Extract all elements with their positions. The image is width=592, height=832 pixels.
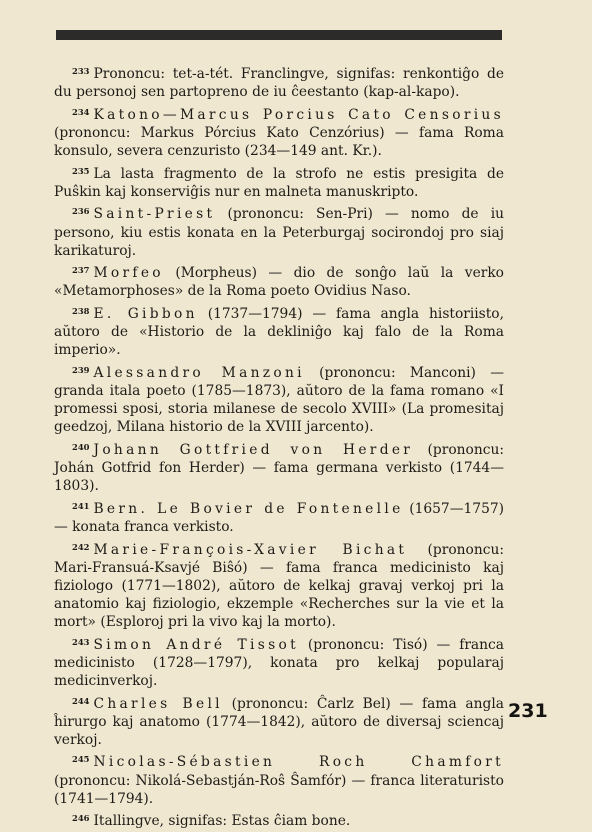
- footnote-text: Itallingve, signifas: Estas ĉiam bone.: [93, 813, 351, 830]
- footnote-number: 243: [72, 636, 90, 647]
- footnote-number: 240: [72, 441, 90, 452]
- footnote-240: [54, 438, 504, 495]
- footnote-243: [54, 633, 504, 690]
- footnote-name: Saint-Priest: [93, 206, 216, 223]
- footnote-236: [54, 202, 504, 259]
- footnote-text: La lasta fragmento de la strofo ne estis presigita de Puŝkin kaj konserviĝis nur en malneta manuskripto.: [54, 165, 504, 200]
- footnote-number: 242: [72, 541, 90, 552]
- footnote-text: (prononcu: Ĉarlz Bel) — fama angla ĥirurgo kaj anatomo (1774—1842), aŭtoro de diversaj sciencaj verkoj.: [54, 695, 504, 748]
- footnote-246: [54, 809, 504, 830]
- footnote-text: (1657—1757) — konata franca verkisto.: [54, 500, 505, 535]
- footnote-name: Nicolas-Sébastien Roch Chamfort: [93, 754, 504, 771]
- footnote-text: (prononcu: Mari-Fransuá-Ksavjé Biŝó) — fama franca medicinisto kaj fiziologo (1771—1802), aŭtoro de kelkaj gravaj verkoj pri la anatomio kaj fiziologio, ekzemple «Recherches sur la vie et la mort» (Esploroj pri la vivo kaj la morto).: [54, 541, 504, 630]
- footnote-name: Marie-François-Xavier Bichat: [93, 541, 408, 558]
- footnote-number: 236: [72, 206, 90, 217]
- footnote-number: 244: [72, 695, 90, 706]
- footnote-text: (prononcu: Tisó) — franca medicinisto (1728—1797), konata pro kelkaj popularaj medicinverkoj.: [54, 636, 504, 689]
- top-rule: [56, 30, 502, 40]
- footnote-238: [54, 302, 504, 359]
- footnote-number: 233: [72, 66, 90, 76]
- footnote-text: (prononcu: Sen-Pri) — nomo de iu persono, kiu estis konata en la Peterburgaj socirondoj pro siaj karikaturoj.: [54, 206, 504, 259]
- footnote-number: 245: [72, 754, 90, 765]
- footnote-number: 235: [72, 165, 90, 176]
- footnote-234: [54, 103, 504, 160]
- footnote-name: Morfeo: [93, 265, 164, 282]
- footnote-233: [54, 62, 504, 101]
- footnote-235: [54, 162, 504, 201]
- footnote-number: 234: [72, 106, 90, 117]
- footnote-244: [54, 692, 504, 749]
- footnote-text: (prononcu: Markus Pórcius Kato Cenzórius) — fama Roma konsulo, severa cenzuristo (234—149 ant. Kr.).: [54, 124, 504, 159]
- footnote-number: 246: [72, 813, 90, 824]
- footnote-number: 238: [72, 306, 90, 317]
- footnote-name: Charles Bell: [93, 695, 223, 712]
- footnote-237: [54, 261, 504, 300]
- footnote-239: [54, 361, 504, 436]
- footnote-text: (1737—1794) — fama angla historiisto, aŭtoro de «Historio de la dekliniĝo kaj falo de la Roma imperio».: [54, 306, 504, 359]
- footnote-text: (Morpheus) — dio de sonĝo laŭ la verko «Metamorphoses» de la Roma poeto Ovidius Naso.: [54, 265, 504, 300]
- footnote-number: 241: [72, 500, 90, 511]
- footnote-text: Prononcu: tet-a-tét. Franclingve, signifas: renkontiĝo de du personoj sen partopreno de iu ĉeestanto (kap-al-kapo).: [54, 66, 504, 101]
- footnote-name: E. Gibbon: [93, 306, 198, 323]
- footnote-name: Bern. Le Bovier de Fontenelle: [93, 500, 404, 517]
- footnote-text: (prononcu: Johán Gotfrid fon Herder) — fama germana verkisto (1744—1803).: [54, 441, 504, 495]
- footnote-text: (prononcu: Manconi) — granda itala poeto (1785—1873), aŭtoro de la fama romano «I promessi sposi, storia milanese de secolo XVIII» (La promesitaj geedzoj, Milana historio de la XVIII jarcento).: [54, 364, 504, 436]
- footnotes-list: [54, 62, 504, 832]
- footnote-241: [54, 497, 504, 536]
- footnote-name: Johann Gottfried von Herder: [93, 441, 414, 458]
- page-number: 231: [508, 700, 548, 722]
- footnote-name: Katono—Marcus Porcius Cato Censorius: [93, 106, 504, 123]
- footnote-name: Alessandro Manzoni: [93, 364, 305, 381]
- footnote-name: Simon André Tissot: [93, 636, 299, 653]
- footnote-number: 237: [72, 265, 90, 276]
- footnote-242: [54, 538, 504, 631]
- footnote-number: 239: [72, 364, 90, 375]
- footnote-text: (prononcu: Nikolá-Sebastján-Roŝ Ŝamfór) — franca literaturisto (1741—1794).: [54, 772, 504, 807]
- footnote-245: [54, 750, 504, 807]
